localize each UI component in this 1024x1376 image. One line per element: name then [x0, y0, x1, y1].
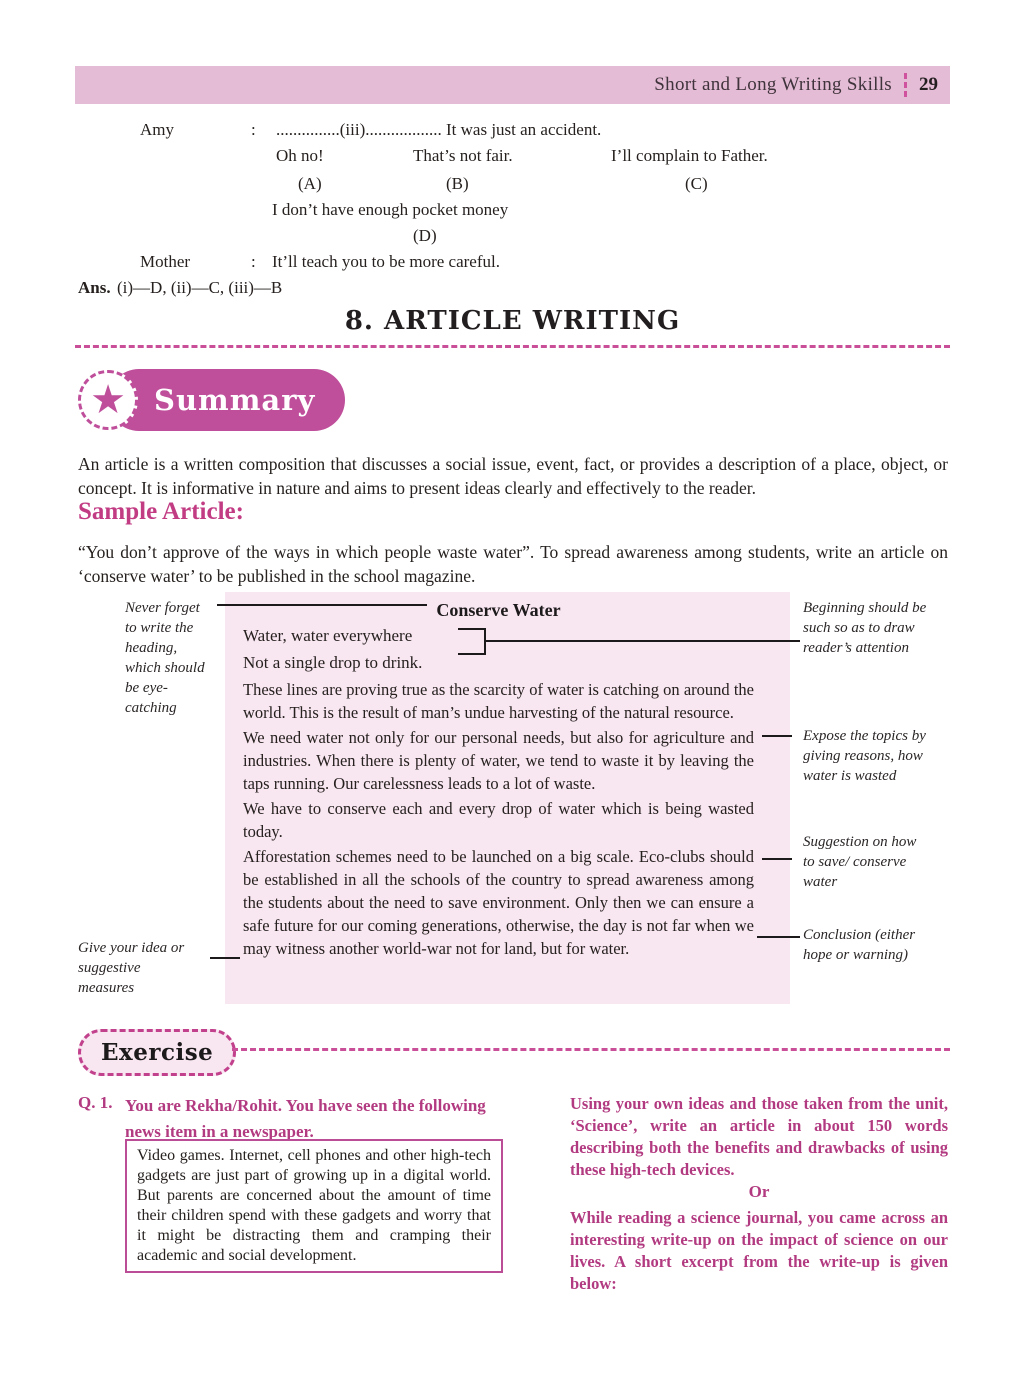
chapter-title: Short and Long Writing Skills [654, 74, 892, 95]
summary-badge [78, 368, 345, 432]
summary-paragraph: An article is a written composition that discusses a social issue, event, fact, or provides a description of a place, object, or concept. It is informative in nature and aims to present ideas clearly and effectively to the reader. [78, 454, 948, 498]
article-paragraph-1: These lines are proving true as the scarcity of water is catching on around the world. This is the result of man’s undue harvesting of the natural resource. [243, 680, 754, 722]
margin-note-heading: Never forget to write the heading, which should be eye-catching [125, 600, 205, 716]
answer-prefix: Ans. [78, 278, 111, 297]
connector-beginning-line [486, 640, 800, 642]
poem-line-2: Not a single drop to drink. [243, 653, 423, 672]
question-task: Using your own ideas and those taken from the unit, ‘Science’, write an article in about 150 words describing both the benefits and drawbacks of using these high-tech devices. [570, 1094, 948, 1179]
option-labels-row [75, 174, 950, 200]
option-c-label: (C) [685, 174, 708, 193]
option-a-text: Oh no! [276, 146, 324, 165]
poem-bracket [458, 628, 486, 655]
article-paragraph-4: Afforestation schemes need to be launched on a big scale. Eco-clubs should be established in all the schools of the country to spread awareness among the students about the need to save environment. Only then we can ensure a safe future for our coming generations, otherwise, the day is not far when we may witness another world-war not for land, but for water. [243, 847, 754, 958]
colon: : [251, 120, 256, 139]
margin-note-idea: Give your idea or suggestive measures [78, 940, 185, 996]
option-d-text: I don’t have enough pocket money [272, 200, 509, 219]
question-or: Or [748, 1182, 770, 1201]
speaker-amy: Amy [140, 120, 174, 139]
margin-note-beginning: Beginning should be such so as to draw reader’s attention [803, 600, 927, 656]
option-d-label: (D) [413, 226, 437, 245]
margin-note-conclusion: Conclusion (either hope or warning) [803, 927, 916, 963]
article-body-box [225, 592, 790, 1004]
colon: : [251, 252, 256, 271]
question-number: Q. 1. [78, 1093, 113, 1112]
speaker-mother: Mother [140, 252, 191, 271]
connector-heading-line [217, 604, 427, 606]
section-divider [75, 345, 950, 348]
connector-idea-dash [210, 957, 240, 959]
option-d-label-row [75, 226, 950, 252]
option-b-label: (B) [446, 174, 469, 193]
article-paragraph-3: We have to conserve each and every drop of water which is being wasted today. [243, 799, 754, 841]
question-intro: You are Rekha/Rohit. You have seen the following news item in a newspaper. [125, 1096, 486, 1141]
option-a-label: (A) [298, 174, 322, 193]
star-icon: ★ [90, 377, 126, 422]
page-number: 29 [919, 74, 938, 95]
margin-note-expose: Expose the topics by giving reasons, how water is wasted [803, 728, 926, 784]
article-paragraph-2: We need water not only for our personal needs, but also for agriculture and industries. When there is plenty of water, we tend to waste it by leaving the taps running. Our carelessness leads to a lot of waste. [243, 728, 754, 793]
dialogue-line-mother [75, 252, 950, 278]
options-row [75, 146, 950, 172]
option-c-text: I’ll complain to Father. [611, 146, 768, 165]
dialogue-line-amy [75, 120, 950, 146]
connector-expose-dash [762, 735, 792, 737]
amy-sentence: ...............(iii).................. It was just an accident. [276, 120, 602, 139]
question-alternative: While reading a science journal, you came across an interesting write-up on the impact of science on our lives. A short excerpt from the write-up is given below: [570, 1208, 948, 1293]
margin-note-suggestion: Suggestion on how to save/ conserve water [803, 834, 917, 890]
exercise-divider [232, 1048, 950, 1051]
section-title: 8. ARTICLE WRITING [344, 306, 681, 336]
sample-article-heading: Sample Article: [78, 498, 244, 525]
mother-sentence: It’ll teach you to be more careful. [272, 252, 500, 271]
poem-line-1: Water, water everywhere [243, 626, 413, 645]
sample-article-intro: “You don’t approve of the ways in which people waste water”. To spread awareness among students, write an article on ‘conserve water’ to be published in the school magazine. [78, 542, 948, 586]
dialogue-block [75, 120, 950, 305]
summary-badge-label: Summary [108, 369, 345, 431]
header-divider [904, 73, 907, 97]
option-b-text: That’s not fair. [413, 146, 513, 165]
connector-conclusion-dash [757, 936, 800, 938]
option-d-row [75, 200, 950, 226]
answer-text: (i)—D, (ii)—C, (iii)—B [117, 278, 283, 297]
news-item-box: Video games. Internet, cell phones and other high-tech gadgets are just part of growing up in a digital world. But parents are concerned about the amount of time their children spend with these gadgets and worry that it might be distracting them and cramping their academic and social development. [125, 1139, 503, 1273]
answer-row [75, 278, 950, 304]
sample-article-diagram [75, 592, 950, 1008]
page-header [75, 66, 950, 104]
connector-suggestion-dash [762, 858, 792, 860]
article-title: Conserve Water [436, 600, 561, 620]
star-circle [78, 370, 138, 430]
exercise-badge: Exercise [78, 1029, 236, 1076]
